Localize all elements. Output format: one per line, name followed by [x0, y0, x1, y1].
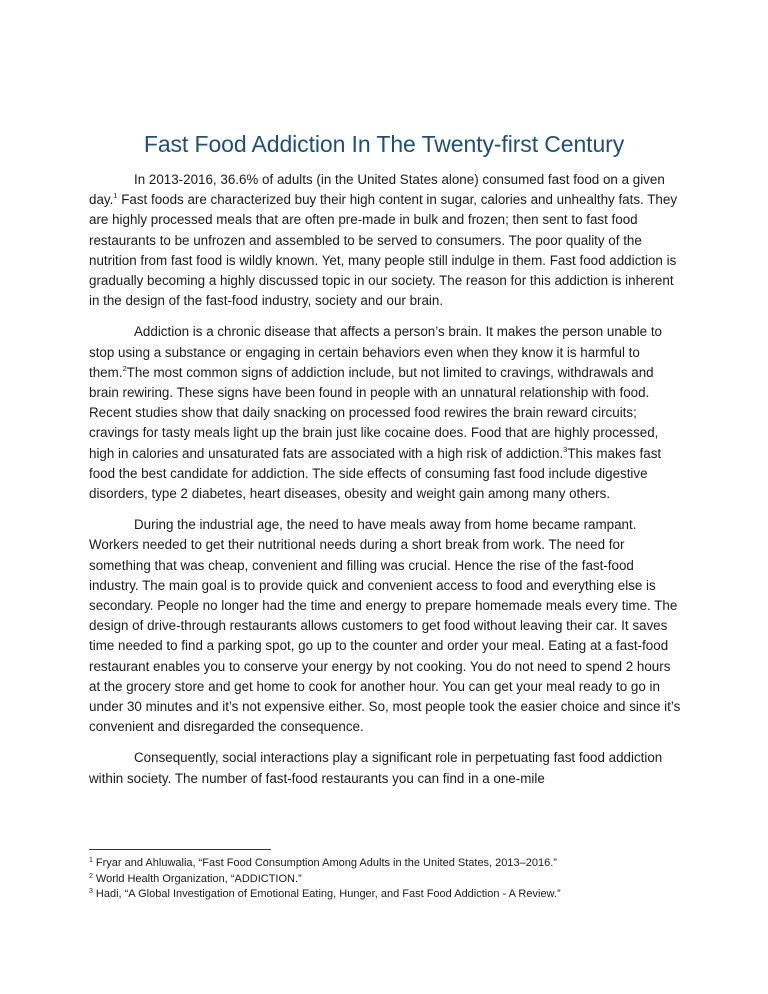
- footnote-number: 2: [89, 872, 93, 880]
- footnote-text: World Health Organization, “ADDICTION.”: [95, 872, 302, 885]
- paragraph-2-text-a: Addiction is a chronic disease that affects a person’s brain. It makes the person unable to stop using a substance or engaging in certain behaviors even when they know it is harmful to them.: [89, 324, 663, 380]
- footnote-text: Hadi, “A Global Investigation of Emotional Eating, Hunger, and Fast Food Addiction - A Review.”: [95, 888, 561, 900]
- footnote-number: 1: [89, 857, 93, 864]
- paragraph-1: [89, 170, 681, 311]
- paragraph-3: During the industrial age, the need to have meals away from home became rampant. Workers needed to get their nutritional needs during a short break from work. The need for something that was cheap, convenient and filling was crucial. Hence the rise of the fast-food industry. The main goal is to provide quick and convenient access to food and everything else is secondary. People no longer had the time and energy to prepare homemade meals every time. The design of drive-through restaurants allows customers to get food without leaving their car. It saves time needed to find a parking spot, go up to the counter and order your meal. Eating at a fast-food restaurant enables you to conserve your energy by not cooking. You do not need to spend 2 hours at the grocery store and get home to cook for another hour. You can get your meal ready to go in under 30 minutes and it’s not expensive either. So, most people took the easier choice and since it’s convenient and disregarded the consequence.: [89, 517, 681, 735]
- footnote-ref-2[interactable]: 2: [122, 363, 127, 373]
- document-title: Fast Food Addiction In The Twenty-first Century: [143, 131, 625, 157]
- footnote-3: [89, 887, 689, 903]
- paragraph-2-text-b: The most common signs of addiction include, but not limited to cravings, withdrawals and brain rewiring. These signs have been found in people with an unnatural relationship with food. Recent studies show that daily snacking on processed food rewires the brain reward circuits; cravings for tasty meals light up the brain just like cocaine does. Food that are highly processed, high in calories and unsaturated fats are associated with a high risk of addiction.: [89, 364, 659, 461]
- footnote-number: 3: [89, 888, 93, 895]
- paragraph-2-text-c: This makes fast food the best candidate for addiction. The side effects of consuming fast food include digestive disorders, type 2 diabetes, heart diseases, obesity and weight gain among many others.: [89, 445, 662, 502]
- footnote-divider: [89, 849, 271, 850]
- paragraph-1-text-a: In 2013-2016, 36.6% of adults (in the United States alone) consumed fast food on a given day.: [89, 172, 665, 208]
- footnote-ref-3[interactable]: 3: [563, 444, 568, 454]
- paragraph-4: Consequently, social interactions play a significant role in perpetuating fast food addiction within society. The number of fast-food restaurants you can find in a one-mile: [89, 750, 663, 786]
- paragraph-2: [89, 322, 681, 504]
- document-body: [89, 170, 681, 800]
- paragraph-1-text-b: Fast foods are characterized buy their high content in sugar, calories and unhealthy fats. They are highly processed meals that are often pre-made in bulk and frozen; then sent to fast food restaurants to be unfrozen and assembled to be served to consumers. The poor quality of the nutrition from fast food is wildly known. Yet, many people still indulge in them. Fast food addiction is gradually becoming a highly discussed topic in our society. The reason for this addiction is inherent in the design of the fast-food industry, society and our brain.: [89, 192, 678, 309]
- footnote-ref-1[interactable]: 1: [113, 191, 118, 201]
- footnote-2: [89, 872, 689, 888]
- footnote-1: [89, 856, 689, 872]
- footnotes: [89, 856, 689, 903]
- footnote-text: Fryar and Ahluwalia, “Fast Food Consumption Among Adults in the United States, 2013–2016.”: [95, 857, 557, 869]
